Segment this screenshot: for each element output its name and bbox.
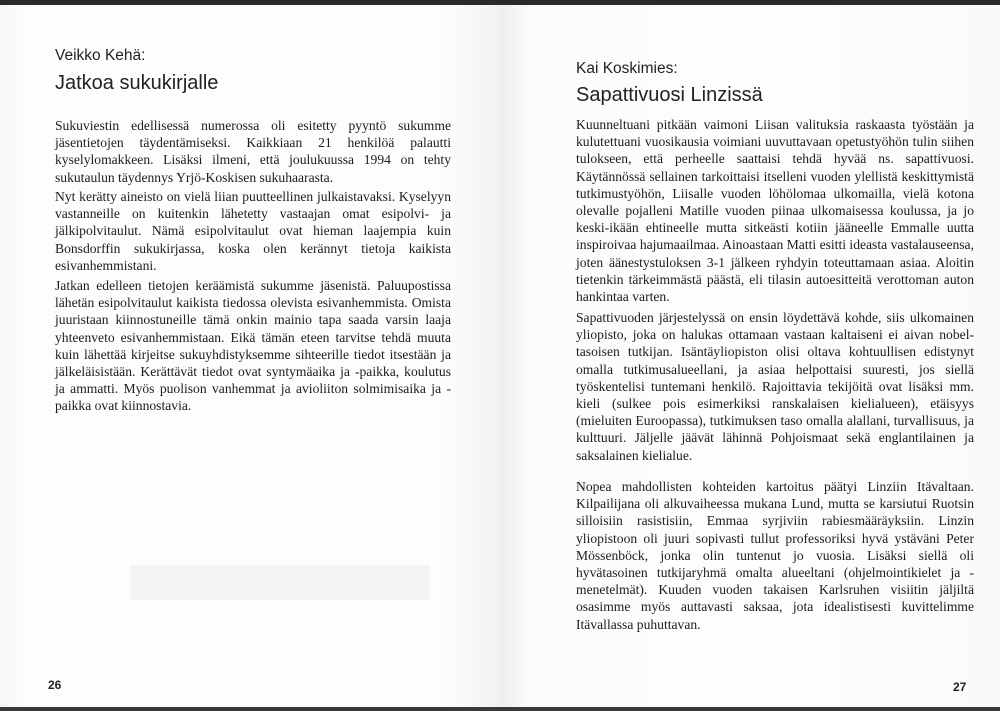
article-paragraph: Kuunneltuani pitkään vaimoni Liisan valituksia raskaasta työstään ja kulutettuani vuosikausia voimiani uuvuttavaan opetustyöhön tulin siihen tulokseen, että perheelle saattaisi tehdä hyvää ns. sapattivuosi. Käytännössä sellainen tarkoittaisi itselleni vuoden ylellistä keskittymistä tutkimustyöhön, Liisalle vuoden löhölomaa ulkomailla, vielä kotona olevalle pojalleni Matille vuoden piinaa ulkomaisessa koulussa, ja jo keski-ikään ehtineelle mutta sitkeästi kotiin jääneelle Emmalle uutta inspiroivaa hajumaailmaa. Ainoastaan Matti esitti ideasta vastalauseensa, joten äänestystuloksen 3-1 jälkeen ryhdyin toteuttamaan asiaa. Aloitin tietenkin tärkeimmästä päästä, eli tilasin autoesitteitä verottoman auton hankintaa varten.	[576, 117, 974, 305]
book-spread	[0, 5, 1000, 707]
article-paragraph: Jatkan edelleen tietojen keräämistä sukumme jäsenistä. Paluupostissa lähetän esipolvitaulut kaikista tiedossa olevista esivanhemmista. Omista juuristaan kiinnostuneille tämä onkin mainio tapa saada varsin laaja yhteenveto esivanhemmistaan. Eikä tämän eteen tarvitse tehdä muuta kuin lähettää kirjeitse sukuyhdistyksemme sihteerille tiedot itsestään ja jälkeläisistään. Kerättävät tiedot ovat syntymäaika ja -paikka, koulutus ja ammatti. Myös puolison vanhemmat ja avioliiton solmimisaika ja -paikka ovat kiinnostavia.	[55, 278, 451, 414]
article-paragraph: Nyt kerätty aineisto on vielä liian puutteellinen julkaistavaksi. Kyselyyn vastanneille on kuitenkin lähetetty vastaajan omat esipolvi- ja jälkipolvitaulut. Nämä esipolvitaulut ovat hieman laajempia kuin Bonsdorffin sukukirjassa, koska olen kerännyt tietoja kaikista esivanhemmistani.	[55, 189, 451, 273]
article-author: Kai Koskimies:	[576, 60, 678, 77]
page-number: 26	[48, 678, 62, 692]
show-through-shading	[130, 565, 430, 600]
scan-border	[0, 707, 1000, 711]
article-paragraph: Sapattivuoden järjestelyssä on ensin löydettävä kohde, siis ulkomainen yliopisto, joka on halukas ottamaan vastaan kaltaiseni ei aivan nobel-tasoisen tutkijan. Isäntäyliopiston olisi oltava kohtuullisen edistynyt omalla tutkimusalueellani, ja asiaa helpottaisi suuresti, jos siellä työskentelisi tuntemani henkilö. Rajoittavia tekijöitä ovat lisäksi mm. kieli (sulkee pois esimerkiksi ranskalaisen kielialueen), etäisyys (mieluiten Euroopassa), tutkimuksen taso omalla alallani, turvallisuus, ja kulttuuri. Jäljelle jäävät lähinnä Pohjoismaat sekä englantilainen ja saksalainen kielialue.	[576, 310, 974, 463]
left-page	[0, 5, 500, 707]
article-title: Jatkoa sukukirjalle	[55, 72, 219, 94]
page-number: 27	[953, 680, 967, 694]
article-title: Sapattivuosi Linzissä	[576, 84, 763, 106]
right-page	[500, 5, 1000, 707]
article-author: Veikko Kehä:	[55, 47, 146, 64]
article-paragraph: Sukuviestin edellisessä numerossa oli esitetty pyyntö sukumme jäsentietojen täydentämiseksi. Kaikkiaan 21 henkilöä palautti kyselylomakkeen. Lisäksi ilmeni, että joulukuussa 1994 on tehty sukutaulun täydennys Yrjö-Koskisen sukuhaarasta.	[55, 118, 451, 185]
article-paragraph: Nopea mahdollisten kohteiden kartoitus päätyi Linziin Itävaltaan. Kilpailijana oli alkuvaiheessa mukana Lund, mutta se karsiutui Ruotsin silloisiin rasistisiin, Emmaa syrjiviin rabiesmääräyksiin. Linzin yliopistoon oli juuri sopivasti tullut professoriksi hyvä ystäväni Peter Mössenböck, jonka olin tuntenut jo vuosia. Lisäksi siellä oli hyvätasoinen tutkijaryhmä omalta alueeltani (ohjelmointikielet ja -menetelmät). Kuuden vuoden takaisen Karlsruhen visiitin jäljiltä osasimme myös auttavasti saksaa, jota idealistisesti kuvittelimme Itävallassa puhuttavan.	[576, 479, 974, 632]
